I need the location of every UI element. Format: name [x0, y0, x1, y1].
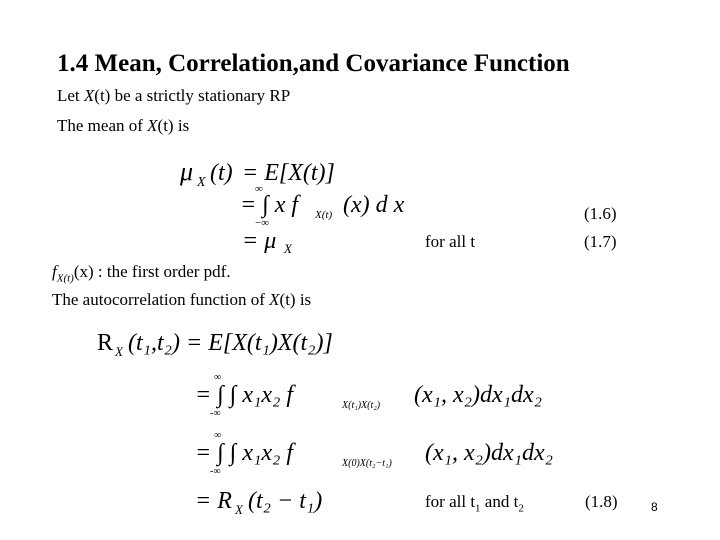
- pdf-line: [52, 262, 231, 284]
- r-row2-tail: (x₁, x₂)dx₁dx₂: [414, 382, 542, 408]
- condition-for-all-t1-t2: [425, 492, 524, 514]
- r-row4: = R: [195, 488, 232, 514]
- mean-rhs2: = ∫ x f: [240, 192, 299, 218]
- intro-text-post: (t) be a strictly stationary RP: [94, 86, 291, 105]
- cond2-mid: and t: [480, 492, 519, 511]
- intro-var: X: [83, 86, 95, 105]
- mean-pdf-sub: X(t): [315, 209, 333, 221]
- r-row3-sub: X(0)X(t₂−t₁): [342, 458, 392, 469]
- r-rhs1: (t₁,t₂) = E[X(t₁)X(t₂)]: [128, 330, 333, 356]
- r-row2-upper: ∞: [214, 372, 222, 383]
- autocorr-text-pre: The autocorrelation function of: [52, 290, 270, 309]
- mean-lower-limit: −∞: [255, 217, 270, 229]
- mean-text-pre: The mean of: [57, 116, 148, 135]
- intro-line: [57, 86, 290, 106]
- r-row4-sub: X: [235, 502, 243, 517]
- cond2-t1: 1: [475, 502, 481, 515]
- mean-rhs1: = E[X(t)]: [242, 160, 335, 186]
- mean-rhs3-sub: X: [284, 241, 292, 256]
- cond2-pre: for all t: [425, 492, 476, 511]
- mean-rhs3: = μ: [242, 228, 277, 254]
- mu-symbol: μ: [180, 157, 194, 186]
- r-sub: X: [115, 344, 123, 359]
- r-symbol: R: [97, 330, 114, 356]
- r-row3-upper: ∞: [214, 430, 222, 441]
- cond2-t2: 2: [518, 502, 524, 515]
- autocorr-line: [52, 290, 311, 310]
- pdf-f: f: [52, 262, 57, 281]
- page-number: 8: [651, 500, 658, 514]
- r-row2-int: = ∫ ∫ x₁x₂ f: [195, 382, 294, 408]
- r-row2-sub: X(t₁)X(t₂): [342, 400, 381, 411]
- r-row3-lower: -∞: [210, 466, 221, 477]
- mean-var: X: [147, 116, 158, 135]
- condition-for-all-t: for all t: [425, 232, 476, 251]
- mean-upper-limit: ∞: [255, 183, 263, 195]
- r-row3-int: = ∫ ∫ x₁x₂ f: [195, 440, 294, 466]
- r-row4-tail: (t₂ − t₁): [248, 488, 323, 514]
- intro-text-pre: Let: [57, 86, 84, 105]
- mu-sub: X: [197, 175, 206, 190]
- slide-title: 1.4 Mean, Correlation,and Covariance Function: [57, 50, 570, 77]
- mean-text-post: (t) is: [157, 116, 190, 135]
- mean-line: [57, 116, 189, 136]
- pdf-text: (x) : the first order pdf.: [73, 262, 231, 281]
- r-row3-tail: (x₁, x₂)dx₁dx₂: [425, 440, 553, 466]
- pdf-sub: X(t): [56, 272, 74, 285]
- mean-rhs2-tail: (x) d x: [343, 192, 405, 218]
- r-row2-lower: -∞: [210, 408, 221, 419]
- equation-number-1-7: (1.7): [584, 232, 617, 251]
- mu-arg: (t): [210, 160, 233, 186]
- equation-number-1-8: (1.8): [585, 492, 618, 511]
- equation-number-1-6: (1.6): [584, 204, 617, 223]
- autocorr-var: X: [269, 290, 280, 309]
- mean-equation: [170, 150, 430, 260]
- autocorr-text-post: (t) is: [279, 290, 312, 309]
